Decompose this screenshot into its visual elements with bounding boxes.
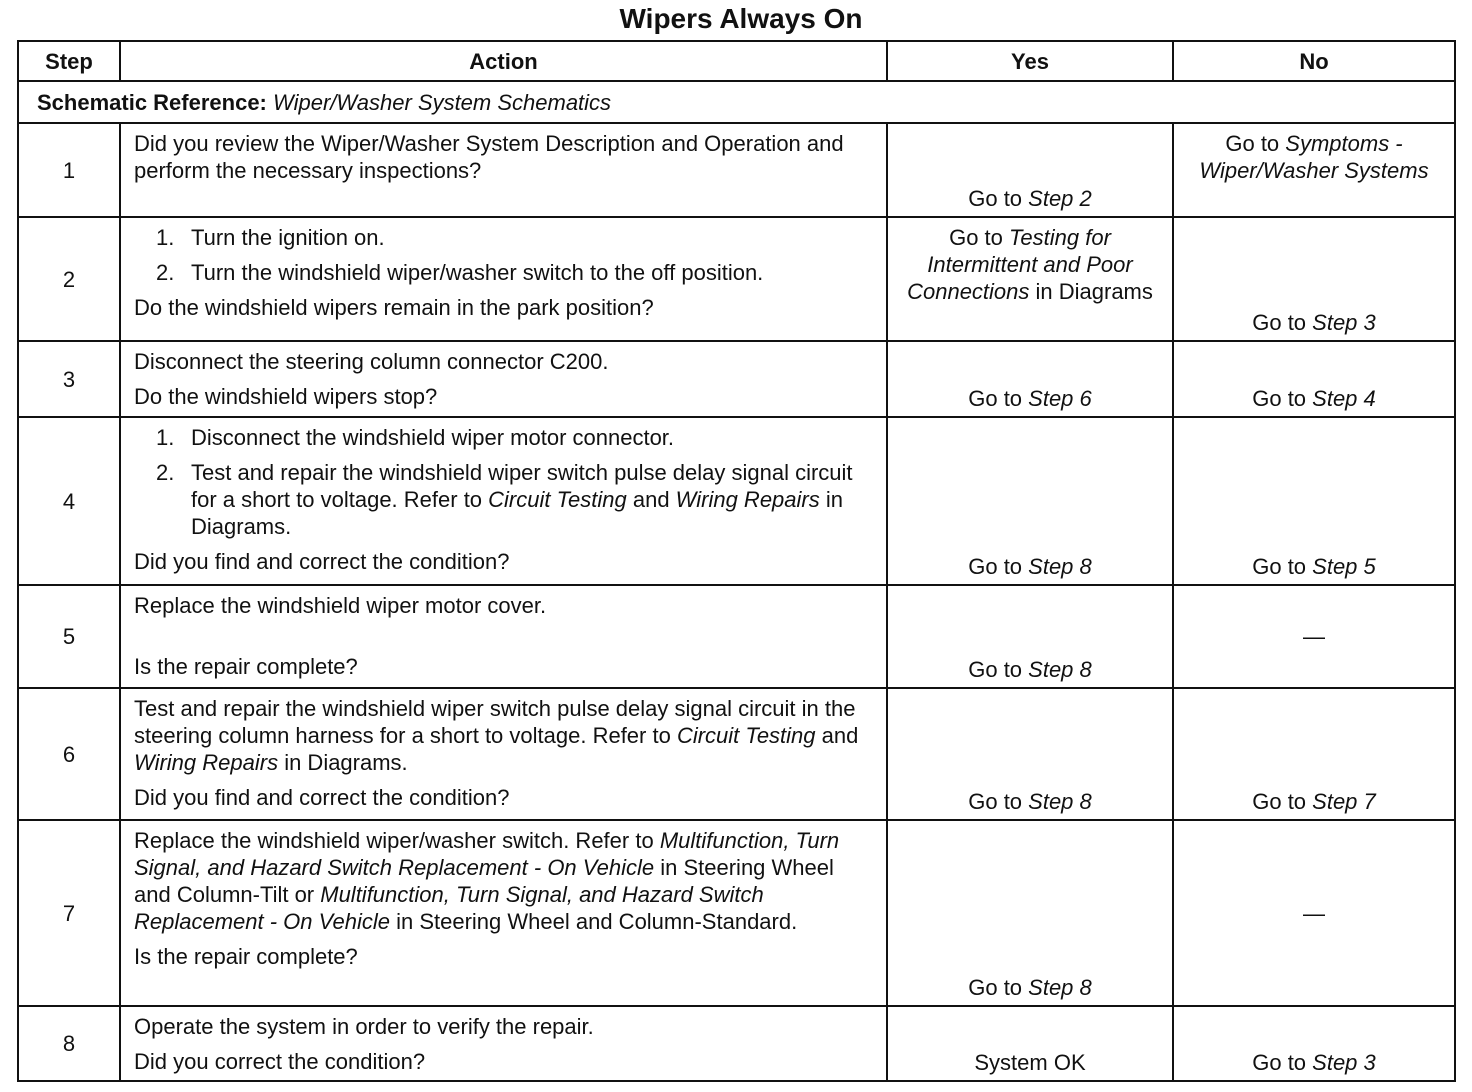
table-row: [18, 341, 1455, 417]
no-prefix: Go to: [1252, 789, 1313, 814]
system-ok-text: System OK: [974, 1050, 1086, 1075]
schematic-reference-link[interactable]: Wiper/Washer System Schematics: [273, 89, 612, 115]
no-link[interactable]: Symptoms - Wiper/Washer Systems: [1199, 131, 1429, 183]
action-question: Is the repair complete?: [134, 944, 358, 969]
action-list: [134, 424, 874, 540]
no-link[interactable]: Step 4: [1312, 386, 1376, 411]
no-cell: [1173, 688, 1455, 820]
list-item-text: [191, 459, 874, 540]
switch-replacement-standard-link[interactable]: Multifunction, Turn Signal, and Hazard Switch Replacement - On Vehicle: [134, 882, 764, 934]
no-link[interactable]: Step 3: [1312, 310, 1376, 335]
step-action: [120, 1006, 887, 1081]
page-title: Wipers Always On: [619, 3, 863, 34]
yes-prefix: Go to: [968, 186, 1029, 211]
action-text: Replace the windshield wiper motor cover.: [134, 593, 547, 618]
text-fragment: Test and repair the windshield wiper switch pulse delay signal circuit for a short to voltage. Refer to: [191, 460, 853, 512]
schematic-reference-row: [18, 81, 1455, 123]
yes-link[interactable]: Step 2: [1028, 186, 1092, 211]
header-no: No: [1173, 41, 1455, 81]
schematic-reference: [18, 81, 1455, 123]
table-row: [18, 417, 1455, 585]
header-yes: Yes: [887, 41, 1173, 81]
yes-cell: [887, 820, 1173, 1006]
yes-cell: [887, 1006, 1173, 1081]
no-cell: [1173, 123, 1455, 217]
no-link[interactable]: Step 5: [1312, 554, 1376, 579]
step-action: [120, 341, 887, 417]
yes-cell: [887, 217, 1173, 341]
step-number: 4: [18, 417, 120, 585]
yes-cell: [887, 585, 1173, 688]
step-number: 1: [18, 123, 120, 217]
switch-replacement-tilt-link[interactable]: Multifunction, Turn Signal, and Hazard Switch Replacement - On Vehicle: [134, 828, 840, 880]
no-cell: [1173, 417, 1455, 585]
action-text: Operate the system in order to verify the repair.: [134, 1014, 594, 1039]
header-row: [18, 41, 1455, 81]
step-number: 3: [18, 341, 120, 417]
yes-link[interactable]: Step 8: [1028, 657, 1092, 682]
step-action: [120, 585, 887, 688]
no-cell: [1173, 217, 1455, 341]
step-action: [120, 417, 887, 585]
no-cell: [1173, 341, 1455, 417]
list-item-text: Disconnect the windshield wiper motor connector.: [191, 425, 675, 450]
action-question: Do the windshield wipers remain in the park position?: [134, 295, 654, 320]
no-link[interactable]: Step 3: [1312, 1050, 1376, 1075]
yes-cell: [887, 341, 1173, 417]
action-question: Did you find and correct the condition?: [134, 785, 510, 810]
text-fragment: in Steering Wheel and Column-Tilt or: [134, 855, 834, 907]
no-link[interactable]: Step 7: [1312, 789, 1376, 814]
action-text: Disconnect the steering column connector C200.: [134, 349, 609, 374]
yes-prefix: Go to: [968, 554, 1029, 579]
circuit-testing-link[interactable]: Circuit Testing: [488, 487, 627, 512]
no-prefix: Go to: [1225, 131, 1286, 156]
list-item: 1. Turn the ignition on.: [156, 225, 385, 250]
table-row: [18, 820, 1455, 1006]
no-prefix: Go to: [1252, 554, 1313, 579]
step-number: 8: [18, 1006, 120, 1081]
table-row: [18, 585, 1455, 688]
schematic-reference-label: Schematic Reference:: [37, 89, 267, 115]
table-row: [18, 123, 1455, 217]
yes-link[interactable]: Step 6: [1028, 386, 1092, 411]
yes-cell: [887, 417, 1173, 585]
step-action: [120, 123, 887, 217]
action-question: Did you find and correct the condition?: [134, 549, 510, 574]
yes-suffix: in Diagrams: [1029, 279, 1153, 304]
no-prefix: Go to: [1252, 310, 1313, 335]
yes-prefix: Go to: [968, 386, 1029, 411]
text-fragment: and: [815, 723, 859, 748]
text-fragment: and: [626, 487, 676, 512]
step-number: 5: [18, 585, 120, 688]
no-cell: [1173, 820, 1455, 1006]
yes-cell: [887, 123, 1173, 217]
wiring-repairs-link[interactable]: Wiring Repairs: [134, 750, 279, 775]
step-number: 7: [18, 820, 120, 1006]
no-prefix: Go to: [1252, 386, 1313, 411]
table-row: [18, 1006, 1455, 1081]
action-question: Is the repair complete?: [134, 654, 358, 679]
list-item: 2. Turn the windshield wiper/washer switch to the off position.: [156, 260, 764, 285]
list-item: 2. Test and repair the windshield wiper switch pulse delay signal circuit for a short to voltage. Refer to Circuit Testing and Wiring Repairs in Diagrams.: [134, 459, 874, 540]
text-fragment: Replace the windshield wiper/washer switch. Refer to: [134, 828, 660, 853]
action-text: Did you review the Wiper/Washer System Description and Operation and perform the necessary inspections?: [134, 131, 844, 183]
action-list: [134, 224, 874, 286]
diagnostic-table: [17, 40, 1456, 1082]
text-fragment: in Steering Wheel and Column-Standard.: [389, 909, 798, 934]
yes-link[interactable]: Step 8: [1028, 554, 1092, 579]
text-fragment: in Diagrams.: [191, 487, 843, 539]
action-question: Do the windshield wipers stop?: [134, 384, 438, 409]
table-row: [18, 688, 1455, 820]
step-action: [120, 217, 887, 341]
no-cell: [1173, 585, 1455, 688]
wiring-repairs-link[interactable]: Wiring Repairs: [675, 487, 820, 512]
yes-link[interactable]: Step 8: [1028, 975, 1092, 1000]
yes-cell: [887, 688, 1173, 820]
action-text: [134, 827, 874, 935]
dash: —: [1303, 624, 1325, 649]
no-prefix: Go to: [1252, 1050, 1313, 1075]
yes-prefix: Go to: [968, 789, 1029, 814]
text-fragment: in Diagrams.: [278, 750, 408, 775]
step-number: 6: [18, 688, 120, 820]
step-action: [120, 820, 887, 1006]
list-item-text: Turn the windshield wiper/washer switch to the off position.: [191, 260, 764, 285]
step-action: [120, 688, 887, 820]
yes-prefix: Go to: [968, 657, 1029, 682]
list-item: 1. Disconnect the windshield wiper motor connector.: [156, 425, 675, 450]
circuit-testing-link[interactable]: Circuit Testing: [676, 723, 816, 748]
table-row: [18, 217, 1455, 341]
step-number: 2: [18, 217, 120, 341]
header-step: Step: [18, 41, 120, 81]
yes-link[interactable]: Testing for Intermittent and Poor Connections: [907, 225, 1133, 304]
action-text: [134, 695, 874, 776]
dash: —: [1303, 900, 1325, 926]
list-item-text: Turn the ignition on.: [191, 225, 385, 250]
yes-prefix: Go to: [949, 225, 1009, 250]
yes-link[interactable]: Step 8: [1028, 789, 1092, 814]
action-question: Did you correct the condition?: [134, 1049, 426, 1074]
no-cell: [1173, 1006, 1455, 1081]
yes-prefix: Go to: [968, 975, 1029, 1000]
header-action: Action: [120, 41, 887, 81]
text-fragment: Test and repair the windshield wiper switch pulse delay signal circuit in the steering column harness for a short to voltage. Refer to: [134, 696, 856, 748]
